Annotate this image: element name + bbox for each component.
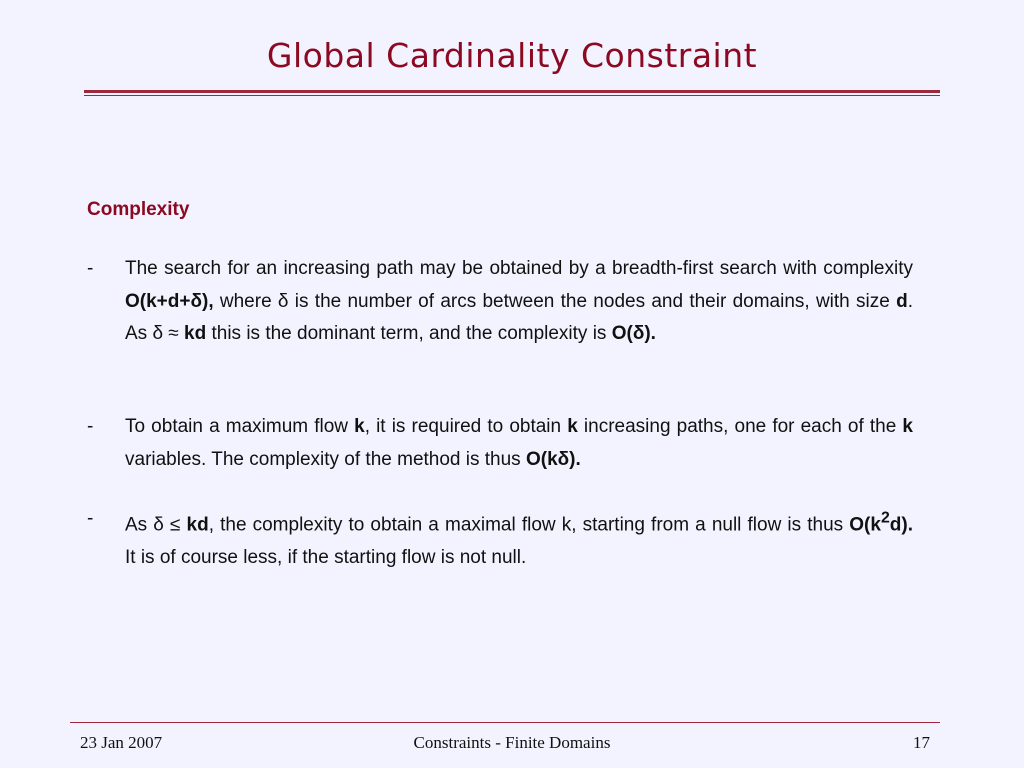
bullet-text xyxy=(125,253,913,351)
title-divider-thin xyxy=(84,95,940,96)
text-run: As δ ≤ xyxy=(125,514,187,536)
bullet-item-1 xyxy=(87,253,913,351)
bullet-item-2 xyxy=(87,411,913,476)
footer-divider xyxy=(70,722,940,723)
text-run: It is of course less, if the starting flow is not null. xyxy=(125,546,527,568)
text-run: variables. The complexity of the method is thus xyxy=(125,448,526,470)
footer-title: Constraints - Finite Domains xyxy=(413,733,611,752)
bullet-dash: - xyxy=(87,508,94,529)
title-divider-thick xyxy=(84,90,940,93)
formula: d). xyxy=(889,514,913,536)
formula: O(kδ). xyxy=(525,448,581,470)
bullet-text xyxy=(125,503,913,574)
formula: d xyxy=(896,290,908,312)
formula: kd xyxy=(184,323,207,344)
bullet-dash: - xyxy=(87,258,94,279)
section-heading: Complexity xyxy=(87,199,190,220)
text-run: this is the dominant term, and the complexity is xyxy=(206,323,612,344)
formula: O(k xyxy=(849,514,881,536)
text-run: . As δ ≈ xyxy=(125,290,913,344)
page-number: 17 xyxy=(913,733,930,752)
formula: O(k+d+δ), xyxy=(125,290,214,312)
text-run: , the complexity to obtain a maximal flow k, starting from a null flow is thus xyxy=(208,514,850,536)
formula: kd xyxy=(186,514,209,536)
text-run: increasing paths, one for each of the xyxy=(577,416,903,437)
bullet-dash: - xyxy=(87,416,94,437)
bullet-text xyxy=(125,411,913,476)
formula: O(δ). xyxy=(611,323,656,344)
superscript: 2 xyxy=(880,510,890,527)
bullet-item-3 xyxy=(87,503,913,574)
text-run: The search for an increasing path may be obtained by a breadth-first search with complexity xyxy=(125,258,913,279)
text-run: where δ is the number of arcs between the nodes and their domains, with size xyxy=(213,290,897,312)
slide-title: Global Cardinality Constraint xyxy=(266,36,758,75)
formula: k xyxy=(902,416,913,437)
formula: k xyxy=(354,416,365,437)
footer-date: 23 Jan 2007 xyxy=(80,733,163,752)
text-run: , it is required to obtain xyxy=(364,416,568,437)
formula: k xyxy=(567,416,578,437)
text-run: To obtain a maximum flow xyxy=(125,416,355,437)
